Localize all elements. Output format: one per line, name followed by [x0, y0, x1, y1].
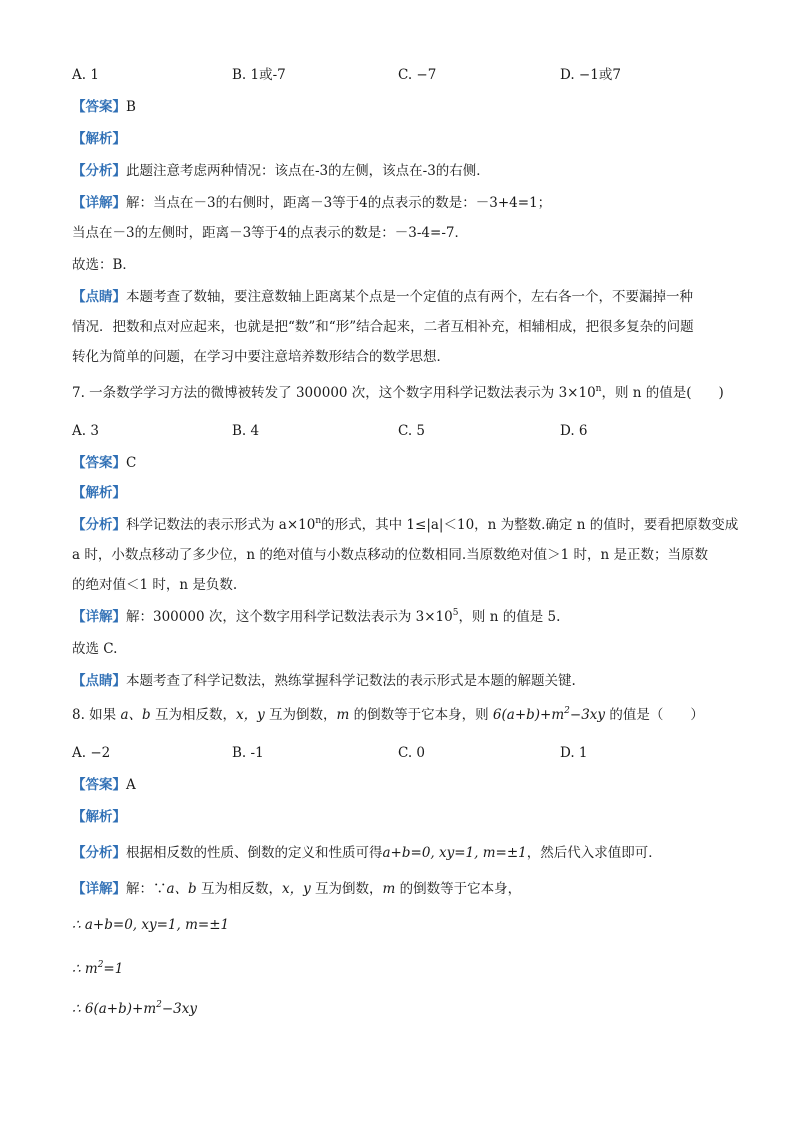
q8-stem	[72, 706, 704, 724]
q8-stem-text3: 互为倒数，	[264, 707, 337, 723]
dianjing-text: 本题考查了数轴，要注意数轴上距离某个点是一个定值的点有两个，左右各一个，不要漏掉一种	[126, 289, 693, 305]
q7-fenxi-line3: 的绝对值＜1 时，n 是负数.	[72, 577, 238, 593]
fenxi-tail: ，然后代入求值即可．	[526, 845, 662, 861]
answer-value: A	[126, 777, 136, 793]
fenxi-tag: 【分析】	[72, 517, 126, 533]
fenxi-text: 科学记数法的表示形式为 a×10	[126, 517, 316, 533]
q8-var-xy: x，y	[235, 707, 265, 723]
step2-tail: =1	[103, 961, 124, 977]
q7-answer	[72, 454, 136, 472]
step3-tail: −3xy	[161, 1001, 198, 1017]
q8-stem-tail: 的值是（ ）	[605, 707, 704, 723]
q7-option-d: D. 6	[560, 423, 588, 439]
xiangjie-exponent: 5	[452, 608, 459, 618]
q7-analysis-heading	[72, 484, 126, 502]
q7-stem-exponent: n	[595, 384, 602, 394]
q6-xiangjie-line2: 当点在－3的左侧时，距离－3等于4的点表示的数是：－3-4=-7．	[72, 225, 468, 241]
analysis-tag: 【解析】	[72, 809, 126, 825]
q7-xiangjie	[72, 608, 560, 626]
q8-fenxi	[72, 844, 662, 862]
fenxi-tag: 【分析】	[72, 163, 126, 179]
q6-option-c: C. −7	[398, 67, 437, 83]
q6-option-b: B. 1或-7	[232, 67, 286, 83]
q7-fenxi	[72, 516, 738, 534]
q7-fenxi-line2: a 时，小数点移动了多少位，n 的绝对值与小数点移动的位数相同.当原数绝对值＞1 时，n 是正数；当原数	[72, 547, 708, 563]
q6-fenxi	[72, 162, 490, 180]
xiangjie-tag: 【详解】	[72, 609, 126, 625]
xiangjie-tag: 【详解】	[72, 195, 126, 211]
xiangjie-text3: 互为倒数，	[310, 881, 383, 897]
q7-stem-text: 7. 一条数学学习方法的微博被转发了 300000 次，这个数字用科学记数法表示为 3×10	[72, 385, 596, 401]
step3-exponent: 2	[156, 1000, 162, 1010]
fenxi-expression: a+b=0, xy=1, m=±1	[382, 845, 527, 861]
q7-stem	[72, 384, 724, 402]
step3-text: ∴ 6(a+b)+m	[72, 1001, 157, 1017]
analysis-tag: 【解析】	[72, 485, 126, 501]
step2-text: ∴ m	[72, 961, 98, 977]
xiangjie-text2: 互为相反数，	[196, 881, 282, 897]
q6-dianjing-line3: 转化为简单的问题，在学习中要注意培养数形结合的数学思想．	[72, 349, 450, 365]
q6-dianjing	[72, 288, 693, 306]
q7-option-a: A. 3	[72, 423, 99, 439]
fenxi-tag: 【分析】	[72, 845, 126, 861]
q8-step-3	[72, 1000, 197, 1018]
q8-step-2	[72, 960, 123, 978]
answer-value: C	[126, 455, 137, 471]
q6-analysis-heading	[72, 130, 126, 148]
q7-option-c: C. 5	[398, 423, 426, 439]
xiangjie-text4: 的倒数等于它本身，	[395, 881, 522, 897]
xiangjie-text: 解：当点在－3的右侧时，距离－3等于4的点表示的数是：－3+4=1；	[126, 195, 552, 211]
q8-xiangjie	[72, 880, 521, 898]
q8-expr-part2: −3xy	[569, 707, 606, 723]
q6-xiangjie	[72, 194, 551, 212]
q8-analysis-heading	[72, 808, 126, 826]
xiangjie-tag: 【详解】	[72, 881, 126, 897]
q8-var-m: m	[336, 707, 350, 723]
q8-expression	[493, 707, 605, 723]
q8-option-c: C. 0	[398, 745, 426, 761]
step2-exponent: 2	[97, 960, 104, 970]
q8-step-1: ∴ a+b=0, xy=1, m=±1	[72, 917, 230, 933]
answer-value: B	[126, 99, 136, 115]
q7-option-b: B. 4	[232, 423, 260, 439]
q8-option-d: D. 1	[560, 745, 588, 761]
q8-expr-part1: 6(a+b)+m	[492, 707, 565, 723]
dianjing-tag: 【点睛】	[72, 289, 126, 305]
q8-stem-text: 8. 如果	[72, 707, 121, 723]
q8-option-b: B. -1	[232, 745, 264, 761]
q6-answer	[72, 98, 136, 116]
xiangjie-var-xy: x，y	[282, 881, 311, 897]
xiangjie-text: 解：∵	[126, 881, 167, 897]
fenxi-text: 根据相反数的性质、倒数的定义和性质可得	[126, 845, 383, 861]
answer-tag: 【答案】	[72, 99, 126, 115]
fenxi-text: 此题注意考虑两种情况：该点在-3的左侧，该点在-3的右侧．	[126, 163, 490, 179]
q8-option-a: A. −2	[72, 745, 111, 761]
xiangjie-tail: ，则 n 的值是 5.	[458, 609, 561, 625]
answer-tag: 【答案】	[72, 455, 126, 471]
xiangjie-var-ab: a、b	[166, 881, 197, 897]
q8-answer	[72, 776, 136, 794]
q8-var-ab: a、b	[120, 707, 151, 723]
xiangjie-text: 解：300000 次，这个数字用科学记数法表示为 3×10	[126, 609, 453, 625]
answer-tag: 【答案】	[72, 777, 126, 793]
q8-stem-text4: 的倒数等于它本身，则	[349, 707, 493, 723]
q8-expr-exponent: 2	[564, 706, 570, 716]
q7-stem-tail: ，则 n 的值是( )	[601, 385, 724, 401]
q6-option-a: A. 1	[72, 67, 99, 83]
fenxi-exponent: n	[315, 516, 322, 526]
xiangjie-var-m: m	[382, 881, 396, 897]
q6-choose: 故选：B．	[72, 257, 136, 273]
fenxi-text-tail: 的形式，其中 1≤|a|＜10，n 为整数.确定 n 的值时，要看把原数变成	[321, 517, 739, 533]
q6-option-d: D. −1或7	[560, 67, 621, 83]
q7-dianjing	[72, 672, 576, 690]
dianjing-tag: 【点睛】	[72, 673, 126, 689]
q6-dianjing-line2: 情况．把数和点对应起来，也就是把“数”和“形”结合起来，二者互相补充，相辅相成，把很多复杂的问题	[72, 319, 694, 335]
analysis-tag: 【解析】	[72, 131, 126, 147]
q8-stem-text2: 互为相反数，	[150, 707, 236, 723]
dianjing-text: 本题考查了科学记数法，熟练掌握科学记数法的表示形式是本题的解题关键.	[126, 673, 576, 689]
q7-choose: 故选 C.	[72, 641, 118, 657]
